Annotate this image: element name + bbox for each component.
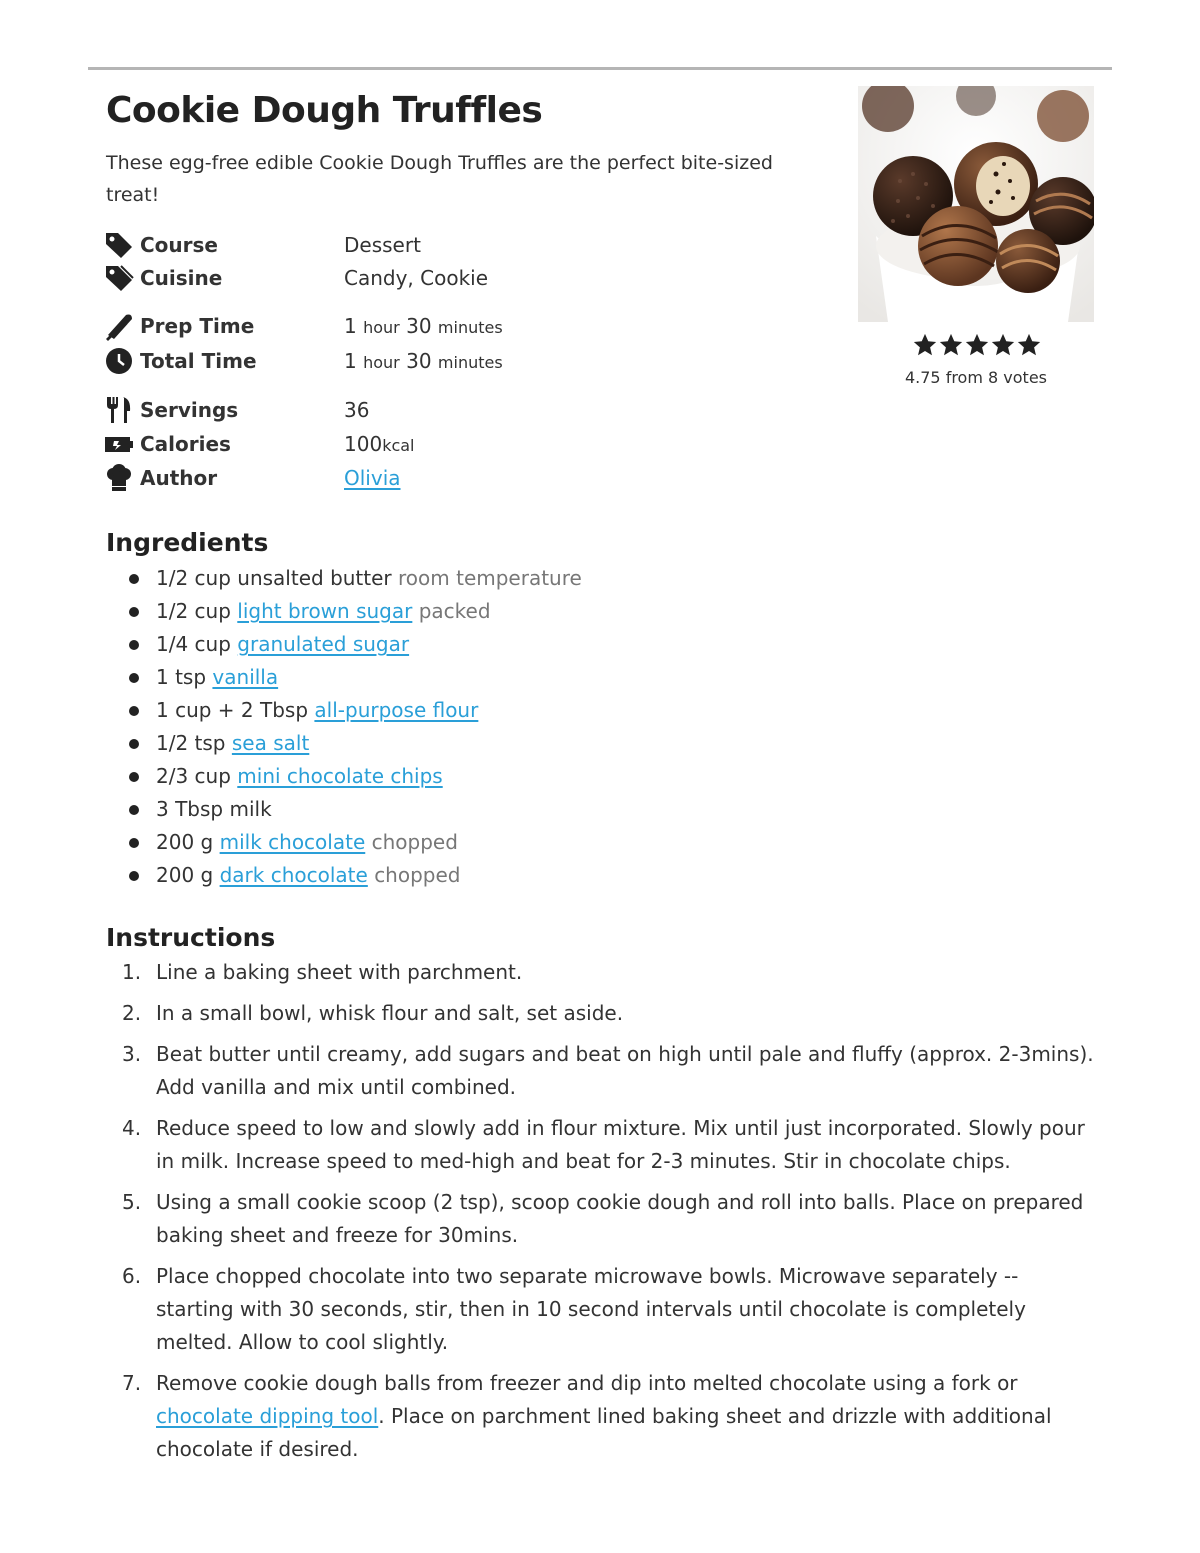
ingredient-unit: tsp [194,731,226,755]
step-number: 7. [122,1371,142,1395]
ingredient-name: milk [229,797,272,821]
cuisine-value: Candy, Cookie [344,266,489,290]
tag-icon [104,263,136,293]
ingredient-unit: tsp [175,665,207,689]
meta-cuisine [104,261,488,295]
step-text-part: Remove cookie dough balls from freezer and dip into melted chocolate using a fork or [156,1371,1018,1395]
ingredient-notes: room temperature [398,566,582,590]
instructions-list [106,956,1096,1474]
ingredient-amount: 1/4 [156,632,189,656]
ingredient-item [126,661,582,694]
recipe-photo [858,86,1094,322]
ingredient-amount: 1/2 [156,599,189,623]
ingredient-amount: 1/2 [156,566,189,590]
clock-icon [104,346,136,376]
step-number: 6. [122,1264,142,1288]
meta-author [104,461,401,495]
instruction-step [106,1367,1096,1466]
ingredient-unit: cup [194,599,231,623]
meta-total-time [104,344,503,378]
step-text [156,1112,1096,1178]
ingredient-amount: 1 cup + 2 [156,698,254,722]
meta-servings [104,393,369,427]
ingredient-unit: Tbsp [260,698,309,722]
ingredient-item [126,562,582,595]
top-divider [88,67,1112,70]
step-text-part: Line a baking sheet with parchment. [156,960,523,984]
step-text [156,1038,1096,1104]
step-number: 3. [122,1042,142,1066]
ingredient-unit: g [200,830,214,854]
ingredient-amount: 200 [156,830,195,854]
ingredient-name-link[interactable]: vanilla [212,665,279,689]
ingredients-list [126,562,582,892]
tag-icon [104,230,136,260]
course-label: Course [140,233,218,257]
star-icon[interactable] [964,331,990,359]
servings-value: 36 [344,398,370,422]
ingredient-item [126,760,582,793]
step-text-part: . Place on parchment lined baking sheet and drizzle with additional chocolate if desired. [156,1404,1052,1461]
star-icon[interactable] [1016,331,1042,359]
total-time-label: Total Time [140,349,257,373]
step-number: 5. [122,1190,142,1214]
author-link[interactable]: Olivia [344,466,401,490]
ingredient-name-link[interactable]: dark chocolate [219,863,368,887]
ingredient-item [126,859,582,892]
step-text [156,1367,1096,1466]
ingredients-heading: Ingredients [106,528,269,557]
instructions-heading: Instructions [106,923,276,952]
ingredient-notes: chopped [371,830,458,854]
ingredient-amount: 200 [156,863,195,887]
ingredient-unit: g [200,863,214,887]
ingredient-item [126,694,582,727]
ingredient-item [126,628,582,661]
ingredient-unit: Tbsp [175,797,224,821]
meta-prep-time [104,309,503,343]
ingredient-amount: 3 [156,797,169,821]
star-icon[interactable] [912,331,938,359]
calories-value: 100kcal [344,432,415,456]
ingredient-name-link[interactable]: mini chocolate chips [237,764,443,788]
rating-stars[interactable] [912,331,1042,359]
step-text-part: Using a small cookie scoop (2 tsp), scoop cookie dough and roll into balls. Place on prepared baking sheet and freeze for 30mins. [156,1190,1084,1247]
ingredient-amount: 1 [156,665,169,689]
ingredient-item [126,727,582,760]
ingredient-name-link[interactable]: granulated sugar [237,632,410,656]
ingredient-item [126,793,582,826]
ingredient-name-link[interactable]: all-purpose flour [314,698,479,722]
step-text-part: Reduce speed to low and slowly add in flour mixture. Mix until just incorporated. Slowly pour in milk. Increase speed to med-high and beat for 2-3 minutes. Stir in chocolate chips. [156,1116,1085,1173]
course-value: Dessert [344,233,421,257]
author-label: Author [140,466,218,490]
ingredient-name-link[interactable]: light brown sugar [237,599,413,623]
step-number: 4. [122,1116,142,1140]
instruction-step [106,1112,1096,1178]
step-text [156,1186,1096,1252]
servings-label: Servings [140,398,239,422]
meta-course [104,228,421,262]
step-number: 1. [122,960,142,984]
cuisine-label: Cuisine [140,266,223,290]
step-text-part: In a small bowl, whisk flour and salt, set aside. [156,1001,624,1025]
calories-label: Calories [140,432,231,456]
ingredient-notes: packed [418,599,491,623]
ingredient-unit: cup [194,632,231,656]
step-text [156,956,1096,989]
knife-icon [104,311,136,341]
rating-votes: 4.75 from 8 votes [904,368,1047,387]
chef-hat-icon [104,463,136,493]
instruction-step [106,1186,1096,1252]
battery-icon [104,429,136,459]
step-link[interactable]: chocolate dipping tool [156,1404,379,1428]
prep-time-value: 1 hour 30 minutes [344,314,503,338]
instruction-step [106,1038,1096,1104]
instruction-step [106,1260,1096,1359]
step-text [156,1260,1096,1359]
instruction-step [106,997,1096,1030]
recipe-title: Cookie Dough Truffles [106,90,543,131]
ingredient-name-link[interactable]: sea salt [231,731,310,755]
ingredient-unit: cup [194,764,231,788]
recipe-summary: These egg-free edible Cookie Dough Truffles are the perfect bite-sized treat! [106,152,773,206]
step-text-part: Place chopped chocolate into two separate microwave bowls. Microwave separately -- starting with 30 seconds, stir, then in 10 second intervals until chocolate is completely melted. Allow to cool slightly. [156,1264,1026,1354]
meta-calories [104,427,415,461]
step-text-part: Beat butter until creamy, add sugars and beat on high until pale and fluffy (approx. 2-3mins). Add vanilla and mix until combined. [156,1042,1094,1099]
step-number: 2. [122,1001,142,1025]
prep-time-label: Prep Time [140,314,255,338]
ingredient-amount: 1/2 [156,731,189,755]
ingredient-name-link[interactable]: milk chocolate [219,830,366,854]
ingredient-notes: chopped [374,863,461,887]
step-text [156,997,1096,1030]
ingredient-amount: 2/3 [156,764,189,788]
star-icon[interactable] [990,331,1016,359]
ingredient-item [126,595,582,628]
ingredient-unit: cup [194,566,231,590]
instruction-step [106,956,1096,989]
ingredient-item [126,826,582,859]
utensils-icon [104,395,136,425]
total-time-value: 1 hour 30 minutes [344,349,503,373]
star-icon[interactable] [938,331,964,359]
ingredient-name: unsalted butter [237,566,392,590]
